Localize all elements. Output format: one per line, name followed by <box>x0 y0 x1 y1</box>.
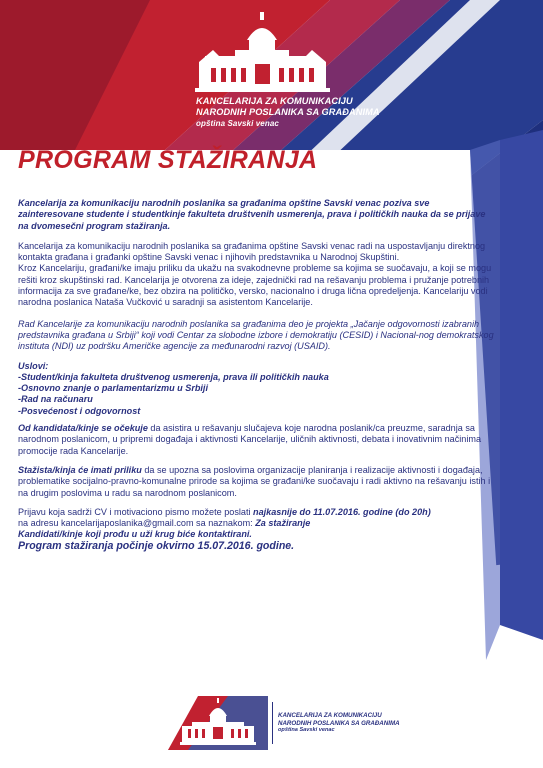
condition-item: -Student/kinja fakulteta društvenog usmerenja, prava ili političkih nauka <box>18 371 329 382</box>
about-paragraph-2: Kroz Kancelariju, građani/ke imaju priliku da ukažu na svakodnevne probleme sa kojima se suočavaju, a koji se mogu rešiti kroz skupštinski rad. Kancelarija je otvorena za ideje, zajednički rad na rešavanju problema i pružanje potrebnih informacija za sve građane/ke, bez obzira na političko, versko, nacionalno i druga lična opredeljenja. Kancelariju vodi narodna poslanica Nataša Vučković u saradnji sa asistentom Kancelarije. <box>18 263 492 308</box>
footer-org-line-3: opština Savski venac <box>278 727 335 734</box>
conditions-list <box>18 372 496 417</box>
header-organization-name <box>196 96 380 129</box>
opportunity-text: da se upozna sa poslovima organizacije planiranja i realizacije aktivnosti i događaja, problematike socijalno-pravno-komunalne prirode sa kojima se građani/ke suočavaju i radi aktivno na rešavanju istih i na drugim poslovima u radu sa narodnom poslanicom. <box>18 464 491 498</box>
opportunity-paragraph <box>18 465 496 499</box>
intro-paragraph: Kancelarija za komunikaciju narodnih poslanika sa građanima opštine Savski venac poziva sve zainteresovane studente i studentkinje fakulteta društvenih usmerenja, prava i političkih nauka da se prijave na dvomesečni program stažiranja. <box>18 198 486 231</box>
parliament-building-icon <box>168 696 268 750</box>
header-org-line-2: NARODNIH POSLANIKA SA GRAĐANIMA <box>196 107 380 117</box>
footer-divider <box>272 702 273 744</box>
expectations-text: da asistira u rešavanju slučajeva koje narodna poslanik/ca preuzme, saradnja sa narodnom poslanicom, u pripremi događaja i aktivnosti Kancelarije, uličnih aktivnosti, debata i inovativnim načinima promocije rada Kancelarije. <box>18 423 482 456</box>
footer-org-line-2: NARODNIH POSLANIKA SA GRAĐANIMA <box>278 719 400 727</box>
application-subject: Za stažiranje <box>255 518 311 529</box>
application-address: na adresu kancelarijaposlanika@gmail.com sa naznakom: <box>18 518 256 529</box>
condition-item: -Osnovno znanje o parlamentarizmu u Srbiji <box>18 383 208 394</box>
footer-organization-name <box>278 712 400 735</box>
parliament-building-logo <box>195 12 330 92</box>
document-body <box>18 198 496 552</box>
page-title: PROGRAM STAŽIRANJA <box>18 146 318 174</box>
shortlist-note: Kandidati/kinje koji prođu u uži krug biće kontaktirani. <box>18 529 252 540</box>
header-org-line-3: opština Savski venac <box>196 119 279 128</box>
expectations-lead: Od kandidata/kinje se očekuje <box>18 423 148 434</box>
project-paragraph: Rad Kancelarije za komunikaciju narodnih poslanika sa građanima deo je projekta „Jačanje odgovornosti izabranih predstavnika građana u Srbiji“ koji vodi Centar za slobodne izbore i demokratiju (CESID) i Nacional-nog demokratskog instituta (NDI) uz podršku Američke agencije za međunarodni razvoj (USAID). <box>18 318 494 352</box>
conditions-heading: Uslovi: <box>18 360 49 371</box>
footer-logo <box>168 696 400 750</box>
condition-item: -Rad na računaru <box>18 394 93 405</box>
header-org-line-1: KANCELARIJA ZA KOMUNIKACIJU <box>196 96 353 106</box>
expectations-paragraph <box>18 423 496 457</box>
condition-item: -Posvećenost i odgovornost <box>18 405 141 416</box>
opportunity-lead: Stažista/kinja će imati priliku <box>18 464 142 475</box>
application-paragraph <box>18 507 496 530</box>
application-deadline: najkasnije do 11.07.2016. godine (do 20h) <box>253 506 431 517</box>
footer-org-line-1: KANCELARIJA ZA KOMUNIKACIJU <box>278 712 382 719</box>
about-paragraph-1: Kancelarija za komunikaciju narodnih poslanika sa građanima opštine Savski venac radi na uspostavljanju direktnog kontakta građana i građanki opštine Savski venac i njihovih predstavnika u Narodnoj Skupštini. <box>18 240 486 263</box>
application-text: Prijavu koja sadrži CV i motivaciono pismo možete poslati <box>18 506 254 517</box>
program-start-note: Program stažiranja počinje okvirno 15.07.2016. godine. <box>18 539 295 552</box>
